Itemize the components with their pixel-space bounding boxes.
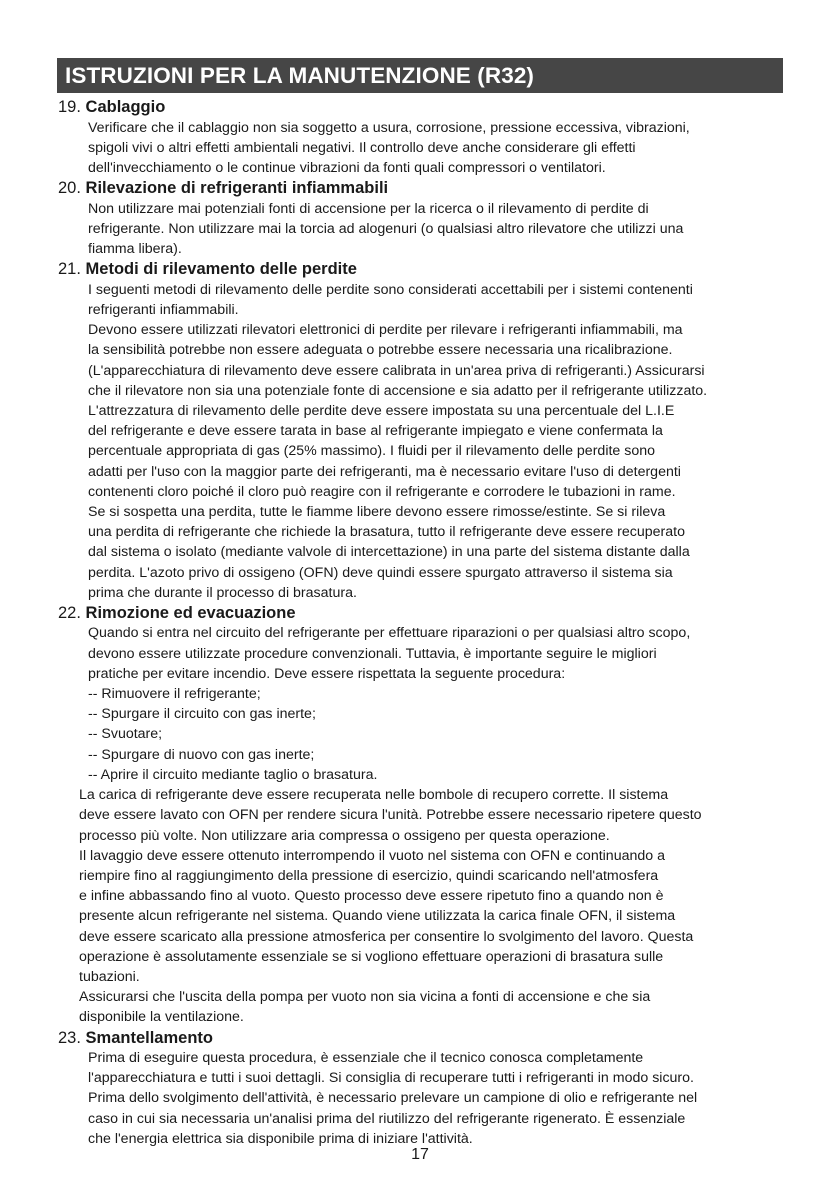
text-line: Se si sospetta una perdita, tutte le fiamme libere devono essere rimosse/estinte. Se si rileva — [88, 503, 666, 520]
section-number: 19. — [58, 98, 81, 116]
text-line: Verificare che il cablaggio non sia soggetto a usura, corrosione, pressione eccessiva, vibrazioni, — [88, 119, 690, 136]
text-line: percentuale appropriata di gas (25% massimo). I fluidi per il rilevamento delle perdite sono — [88, 443, 656, 460]
section-paragraph — [58, 280, 798, 603]
text-line: una perdita di refrigerante che richiede la brasatura, tutto il refrigerante deve essere recuperato — [88, 524, 686, 541]
section-paragraph — [58, 785, 798, 1027]
procedure-step: -- Spurgare di nuovo con gas inerte; — [88, 746, 315, 763]
text-line: disponibile la ventilazione. — [79, 1009, 244, 1026]
procedure-step: -- Aprire il circuito mediante taglio o brasatura. — [88, 766, 378, 783]
section-paragraph — [58, 199, 798, 260]
section-number: 23. — [58, 1028, 81, 1047]
section-number: 21. — [58, 260, 81, 279]
text-line: Prima dello svolgimento dell'attività, è necessario prelevare un campione di olio e refrigerante nel — [88, 1090, 698, 1107]
text-line: Non utilizzare mai potenziali fonti di accensione per la ricerca o il rilevamento di perdite di — [88, 200, 649, 217]
text-line: fiamma libera). — [88, 241, 182, 258]
text-line: adatti per l'uso con la maggior parte dei refrigeranti, ma è necessario evitare l'uso di detergenti — [88, 463, 681, 480]
text-line: che l'energia elettrica sia disponibile prima di iniziare l'attività. — [88, 1130, 473, 1147]
text-line: e infine abbassando fino al vuoto. Questo processo deve essere ripetuto fino a quando non è — [79, 888, 664, 905]
section-paragraph — [58, 118, 798, 179]
text-line: refrigeranti infiammabili. — [88, 301, 239, 318]
section-heading — [58, 259, 798, 280]
section-heading — [58, 178, 798, 199]
text-line: caso in cui sia necessaria un'analisi prima del riutilizzo del refrigerante rigenerato. È essenziale — [88, 1110, 686, 1127]
text-line: tubazioni. — [79, 968, 140, 985]
text-line: spigoli vivi o altri effetti ambientali negativi. Il controllo deve anche considerare gli effetti — [88, 139, 636, 156]
section-title: Rilevazione di refrigeranti infiammabili — [85, 179, 389, 198]
text-line: l'apparecchiatura e tutti i suoi dettagli. Si consiglia di recuperare tutti i refrigeranti in modo sicuro. — [88, 1070, 694, 1087]
text-line: prima che durante il processo di brasatura. — [88, 584, 357, 601]
text-line: (L'apparecchiatura di rilevamento deve essere calibrata in un'area priva di refrigeranti.) Assicurarsi — [88, 362, 705, 379]
section-title: Smantellamento — [85, 1028, 213, 1047]
section-heading — [58, 97, 798, 118]
section-title: Rimozione ed evacuazione — [85, 603, 296, 622]
section-21 — [58, 259, 798, 603]
section-title: Cablaggio — [85, 98, 166, 116]
text-line: deve essere scaricato alla pressione atmosferica per consentire lo svolgimento del lavoro. Questa — [79, 928, 694, 945]
text-line: L'attrezzatura di rilevamento delle perdite deve essere impostata su una percentuale del L.I.E — [88, 402, 675, 419]
text-line: I seguenti metodi di rilevamento delle perdite sono considerati accettabili per i sistemi contenenti — [88, 281, 693, 298]
page-title: ISTRUZIONI PER LA MANUTENZIONE (R32) — [65, 63, 535, 88]
text-line: processo più volte. Non utilizzare aria compressa o ossigeno per questa operazione. — [79, 827, 610, 844]
document-body — [58, 97, 798, 1149]
text-line: Devono essere utilizzati rilevatori elettronici di perdite per rilevare i refrigeranti infiammabili, ma — [88, 322, 683, 339]
section-title: Metodi di rilevamento delle perdite — [85, 260, 357, 279]
text-line: deve essere lavato con OFN per rendere sicura l'unità. Potrebbe essere necessario ripetere questo — [79, 807, 702, 824]
text-line: Prima di eseguire questa procedura, è essenziale che il tecnico conosca completamente — [88, 1050, 644, 1067]
text-line: contenenti cloro poiché il cloro può reagire con il refrigerante e corrodere le tubazioni in rame. — [88, 483, 676, 500]
text-line: Quando si entra nel circuito del refrigerante per effettuare riparazioni o per qualsiasi altro scopo, — [88, 625, 691, 642]
text-line: dal sistema o isolato (mediante valvole di intercettazione) in una parte del sistema distante dalla — [88, 544, 690, 561]
text-line: operazione è assolutamente essenziale se si vogliono effettuare operazioni di brasatura sulle — [79, 948, 664, 965]
section-heading — [58, 1028, 798, 1049]
text-line: Assicurarsi che l'uscita della pompa per vuoto non sia vicina a fonti di accensione e che sia — [79, 989, 651, 1006]
page-number: 17 — [411, 1146, 429, 1163]
section-19 — [58, 97, 798, 178]
section-23 — [58, 1028, 798, 1150]
text-line: Il lavaggio deve essere ottenuto interrompendo il vuoto nel sistema con OFN e continuando a — [79, 847, 665, 864]
text-line: che il rilevatore non sia una potenziale fonte di accensione e sia adatto per il refrigerante utilizzato. — [88, 382, 708, 399]
text-line: dell'invecchiamento o le continue vibrazioni da fonti quali compressori o ventilatori. — [88, 159, 606, 176]
text-line: perdita. L'azoto privo di ossigeno (OFN) deve quindi essere spurgato attraverso il sistema sia — [88, 564, 673, 581]
text-line: devono essere utilizzate procedure convenzionali. Tuttavia, è importante seguire le migliori — [88, 645, 657, 662]
section-22 — [58, 603, 798, 1028]
procedure-step: -- Spurgare il circuito con gas inerte; — [88, 706, 316, 723]
section-20 — [58, 178, 798, 259]
text-line: presente alcun refrigerante nel sistema. Quando viene utilizzata la carica finale OFN, il sistema — [79, 908, 676, 925]
text-line: La carica di refrigerante deve essere recuperata nelle bombole di recupero corrette. Il sistema — [79, 787, 669, 804]
text-line: la sensibilità potrebbe non essere adeguata o potrebbe essere necessaria una ricalibrazione. — [88, 342, 673, 359]
text-line: pratiche per evitare incendio. Deve essere rispettata la seguente procedura: — [88, 665, 566, 682]
text-line: riempire fino al raggiungimento della pressione di esercizio, quindi scaricando nell'atmosfera — [79, 867, 659, 884]
section-header-bar — [57, 58, 783, 93]
text-line: del refrigerante e deve essere tarata in base al refrigerante impiegato e viene confermata la — [88, 423, 663, 440]
section-paragraph — [58, 623, 798, 785]
procedure-step: -- Svuotare; — [88, 726, 163, 743]
section-heading — [58, 603, 798, 624]
section-paragraph — [58, 1048, 798, 1149]
procedure-step: -- Rimuovere il refrigerante; — [88, 686, 261, 703]
text-line: refrigerante. Non utilizzare mai la torcia ad alogenuri (o qualsiasi altro rilevatore che utilizzi una — [88, 220, 684, 237]
section-number: 20. — [58, 179, 81, 198]
section-number: 22. — [58, 603, 81, 622]
